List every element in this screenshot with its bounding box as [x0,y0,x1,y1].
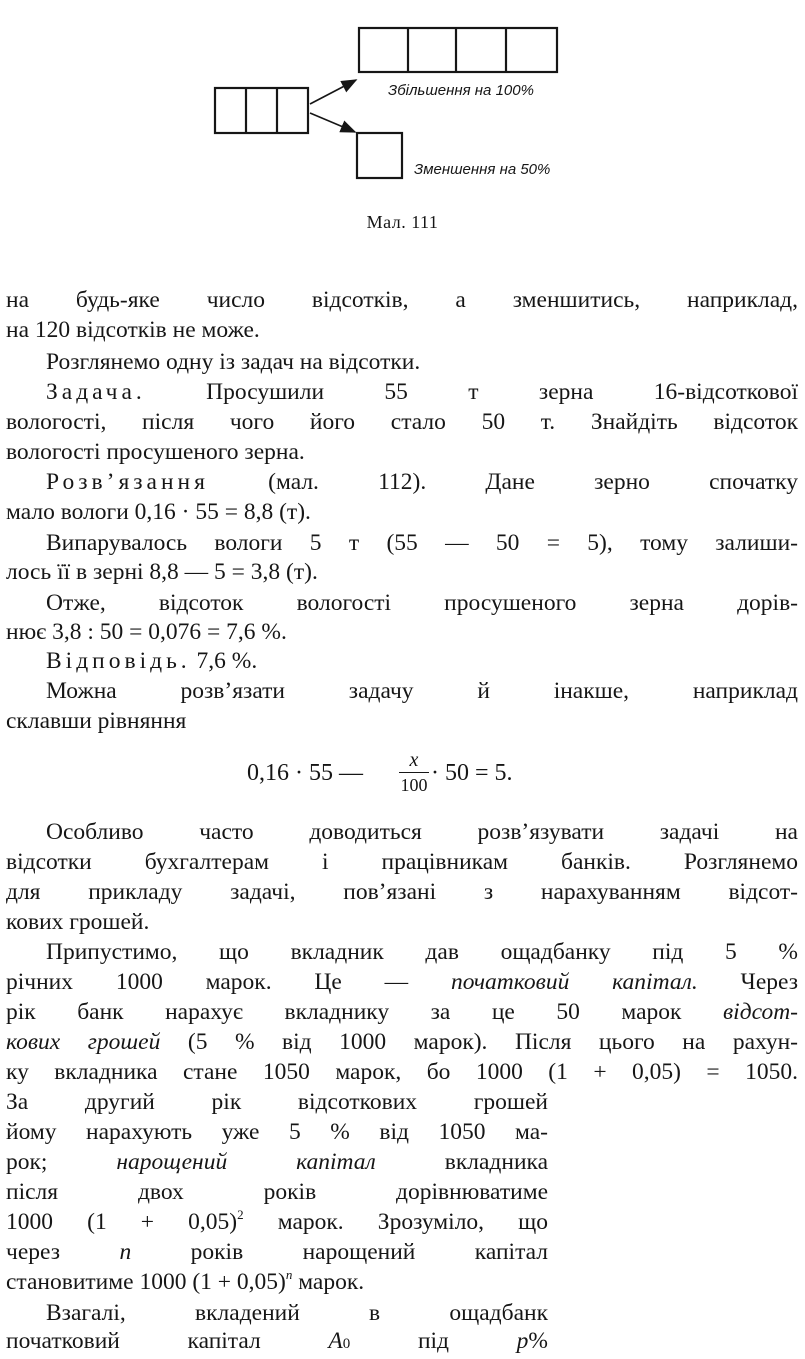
text-line [46,377,798,407]
text-line: Взагалі, вкладений в ощадбанк [46,1300,548,1326]
original-rectangle [215,88,308,133]
text-line: відсотки бухгалтерам і працівникам банків. Розглянемо [6,849,798,875]
label-increase: Збільшення на 100% [388,82,534,99]
text-line: Розглянемо одну із задач на відсотки. [46,349,421,375]
fraction-denominator: 100 [400,775,428,795]
text-span: вкладника [444,1149,549,1175]
text-line [6,1207,548,1237]
text-line: йому нарахують уже 5 % від 1050 ма- [6,1119,548,1145]
fraction-bar [399,772,429,773]
variable-a0 [328,1328,350,1354]
text-line: ку вкладника стане 1050 марок, бо 1000 (1 + 0,05) = 1050. [6,1059,798,1085]
text-span: під [417,1328,449,1354]
heading-rozviazannia: Розв’язання [46,469,209,495]
exponent-n: n [285,1267,293,1282]
text-span: початковий капітал [6,1328,261,1354]
text-line [6,1326,548,1356]
text-line [46,646,798,676]
text-span: 1000 (1 + 0,05) [6,1209,238,1235]
text-line [6,1237,548,1267]
text-span: років нарощений капітал [190,1239,549,1265]
text-line: Припустимо, що вкладник дав ощадбанку під 5 % [46,939,798,965]
text-line: Особливо часто доводиться розв’язувати задачі на [46,819,798,845]
variable-p: p [516,1328,529,1354]
text-span: річних 1000 марок. Це — [6,969,409,995]
text-span: (5 % від 1000 марок). Після цього на рахун- [187,1029,799,1055]
text-span: Просушили 55 т зерна 16-відсоткової [206,379,798,405]
text-line: після двох років дорівнюватиме [6,1179,548,1205]
text-line: вологості просушеного зерна. [6,439,305,465]
term-initial-capital: початковий капітал. [450,969,698,995]
exponent: 2 [237,1207,244,1222]
text-line [6,1027,798,1057]
subscript: 0 [342,1336,351,1352]
text-line: мало вологи 0,16 · 55 = 8,8 (т). [6,499,311,525]
text-span: становитиме 1000 (1 + 0,05) [6,1269,286,1295]
term-interest: кових грошей [6,1029,161,1055]
variable-n: n [119,1239,132,1265]
text-line: для прикладу задачі, пов’язані з нарахуванням відсот- [6,879,798,905]
equation-left: 0,16 · 55 — [247,760,363,786]
text-line [6,997,798,1027]
text-line: вологості, після чого його стало 50 т. Знайдіть відсоток [6,409,798,435]
percent-sign: % [528,1328,548,1354]
text-line: кових грошей. [6,909,150,935]
arrow-down [310,113,355,132]
text-line: на 120 відсотків не може. [6,317,260,343]
variable-p-percent [517,1328,548,1354]
text-span: рок; [6,1149,48,1175]
fraction [399,750,429,795]
increased-rectangle [359,28,557,72]
text-line: Можна розв’язати задачу й інакше, наприклад [46,678,798,704]
decreased-rectangle [357,133,402,178]
label-decrease: Зменшення на 50% [414,161,551,178]
text-span: рік банк нарахує вкладнику за це 50 марок [6,999,682,1025]
text-line: Випарувалось вологи 5 т (55 — 50 = 5), тому залиши- [46,530,798,556]
variable-a: A [328,1328,343,1354]
arrow-up [310,80,356,104]
text-line: Отже, відсоток вологості просушеного зерна дорів- [46,590,798,616]
text-line: нює 3,8 : 50 = 0,076 = 7,6 %. [6,619,287,645]
equation [0,750,805,800]
text-line: За другий рік відсоткових грошей [6,1089,548,1115]
text-line [6,967,798,997]
text-line [6,1147,548,1177]
text-line [6,1267,548,1297]
text-span: 7,6 %. [196,648,258,674]
term-accrued-capital: нарощений капітал [116,1149,376,1175]
text-line: лось її в зерні 8,8 — 5 = 3,8 (т). [6,559,318,585]
heading-zadacha: Задача. [46,379,146,405]
text-span: Через [740,969,799,995]
text-span: марок. [298,1269,365,1295]
fraction-numerator: x [409,749,419,771]
text-span: (мал. 112). Дане зерно спочатку [268,469,798,495]
text-span [6,1209,244,1235]
text-line: на будь-яке число відсотків, а зменшитись, наприклад, [6,287,798,313]
text-line [46,467,798,497]
text-span: марок. Зрозуміло, що [277,1209,549,1235]
equation-right: · 50 = 5. [431,760,513,786]
heading-vidpovid: Відповідь. [46,648,191,674]
text-line: склавши рівняння [6,708,187,734]
term-interest: відсот- [722,999,798,1025]
text-span: через [6,1239,60,1265]
figure-caption: Мал. 111 [366,212,439,232]
